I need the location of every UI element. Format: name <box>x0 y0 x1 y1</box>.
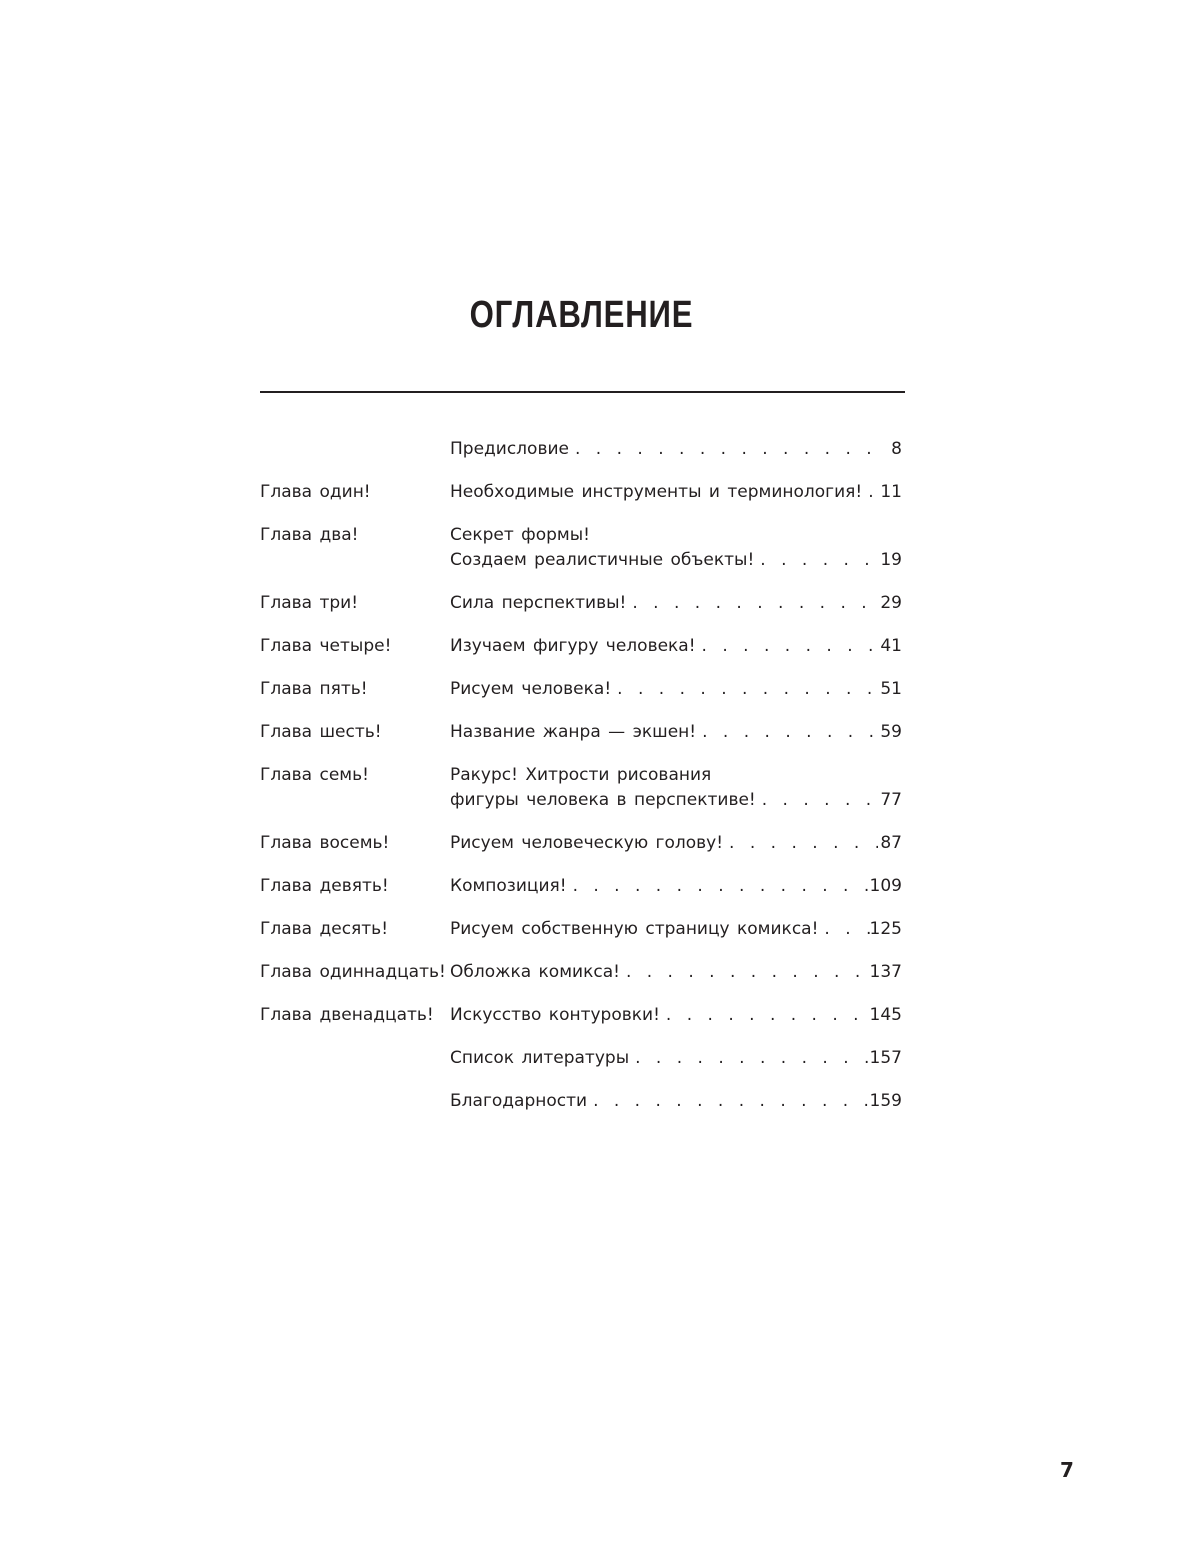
toc-title: фигуры человека в перспективе! <box>450 790 756 810</box>
title-divider <box>260 391 905 393</box>
toc-title-row <box>450 437 902 462</box>
toc-page-number: 8 <box>891 439 902 459</box>
dot-leader <box>696 720 878 745</box>
toc-entry-body <box>450 591 902 616</box>
toc-title: Сила перспективы! <box>450 593 627 613</box>
toc-title-row <box>450 480 902 505</box>
toc-entry-body <box>450 1046 902 1071</box>
dot-leader <box>567 874 870 899</box>
toc-entry-body <box>450 1089 902 1114</box>
toc-entry[interactable] <box>260 1046 902 1071</box>
toc-page-number: 59 <box>880 722 902 742</box>
toc-title: Благодарности <box>450 1091 588 1111</box>
toc-chapter-label: Глава один! <box>260 482 371 502</box>
dot-leader <box>660 1003 870 1028</box>
toc-entry[interactable] <box>260 591 902 616</box>
toc-entry[interactable] <box>260 720 902 745</box>
toc-title-row <box>450 788 902 813</box>
toc-page-number: 19 <box>880 550 902 570</box>
toc-entry[interactable] <box>260 917 902 942</box>
dot-leader <box>626 591 878 616</box>
dot-leader <box>696 634 878 659</box>
toc-entry-body <box>450 480 902 505</box>
dot-leader <box>818 917 869 942</box>
toc-entry-body <box>450 874 902 899</box>
toc-chapter-label: Глава шесть! <box>260 722 382 742</box>
toc-page-number: 159 <box>869 1091 902 1111</box>
toc-chapter-label: Глава два! <box>260 525 359 545</box>
dot-leader <box>620 960 870 985</box>
toc-entry[interactable] <box>260 874 902 899</box>
toc-page-number: 11 <box>880 482 902 502</box>
toc-entry[interactable] <box>260 763 902 813</box>
toc-entry-body <box>450 763 902 813</box>
toc-entry-body <box>450 677 902 702</box>
toc-title-row <box>450 720 902 745</box>
page-number: 7 <box>1060 1458 1074 1482</box>
toc-title-line: Ракурс! Хитрости рисования <box>450 765 712 785</box>
toc-title: Искусство контуровки! <box>450 1005 660 1025</box>
toc-chapter-label: Глава одиннадцать! <box>260 962 446 982</box>
toc-chapter-label: Глава четыре! <box>260 636 392 656</box>
toc-title: Композиция! <box>450 876 567 896</box>
toc-page-number: 41 <box>880 636 902 656</box>
toc-title-row <box>450 831 902 856</box>
toc-title-line: Секрет формы! <box>450 525 590 545</box>
toc-title: Изучаем фигуру человека! <box>450 636 696 656</box>
toc-title: Рисуем человеческую голову! <box>450 833 724 853</box>
table-of-contents <box>260 437 902 1132</box>
toc-entry-body <box>450 960 902 985</box>
toc-entry[interactable] <box>260 831 902 856</box>
toc-chapter-label: Глава десять! <box>260 919 389 939</box>
toc-page-number: 77 <box>880 790 902 810</box>
toc-entry[interactable] <box>260 523 902 573</box>
toc-title-row <box>450 677 902 702</box>
page-title: ОГЛАВЛЕНИЕ <box>469 294 694 336</box>
toc-title-row <box>450 591 902 616</box>
dot-leader <box>862 480 878 505</box>
toc-title-row <box>450 1003 902 1028</box>
toc-title: Обложка комикса! <box>450 962 620 982</box>
toc-chapter-label: Глава пять! <box>260 679 368 699</box>
toc-chapter-label: Глава восемь! <box>260 833 390 853</box>
toc-entry[interactable] <box>260 437 902 462</box>
dot-leader <box>569 437 878 462</box>
toc-title: Предисловие <box>450 439 569 459</box>
toc-page-number: 109 <box>869 876 902 896</box>
toc-chapter-label: Глава двенадцать! <box>260 1005 434 1025</box>
toc-title: Название жанра — экшен! <box>450 722 697 742</box>
toc-entry-body <box>450 720 902 745</box>
toc-entry-body <box>450 634 902 659</box>
toc-entry[interactable] <box>260 1003 902 1028</box>
toc-chapter-label: Глава семь! <box>260 765 369 785</box>
dot-leader <box>587 1089 869 1114</box>
toc-title-row <box>450 917 902 942</box>
toc-page-number: 125 <box>869 919 902 939</box>
toc-entry-body <box>450 523 902 573</box>
toc-title-row <box>450 548 902 573</box>
toc-entry[interactable] <box>260 634 902 659</box>
dot-leader <box>756 788 878 813</box>
toc-page-number: 145 <box>869 1005 902 1025</box>
dot-leader <box>611 677 878 702</box>
toc-chapter-label: Глава три! <box>260 593 359 613</box>
toc-title-row <box>450 1046 902 1071</box>
toc-title: Создаем реалистичные объекты! <box>450 550 755 570</box>
dot-leader <box>723 831 878 856</box>
dot-leader <box>629 1046 869 1071</box>
toc-entry-body <box>450 437 902 462</box>
toc-chapter-label: Глава девять! <box>260 876 389 896</box>
toc-title-row <box>450 1089 902 1114</box>
toc-page-number: 137 <box>869 962 902 982</box>
toc-entry[interactable] <box>260 960 902 985</box>
toc-page-number: 29 <box>880 593 902 613</box>
toc-page-number: 87 <box>880 833 902 853</box>
toc-entry-body <box>450 831 902 856</box>
toc-title: Необходимые инструменты и терминология! <box>450 482 863 502</box>
toc-entry-body <box>450 917 902 942</box>
toc-title-row <box>450 874 902 899</box>
toc-page-number: 51 <box>880 679 902 699</box>
toc-title-row <box>450 960 902 985</box>
toc-title-row <box>450 634 902 659</box>
toc-entry-body <box>450 1003 902 1028</box>
toc-entry[interactable] <box>260 677 902 702</box>
toc-title: Рисуем человека! <box>450 679 612 699</box>
toc-page-number: 157 <box>869 1048 902 1068</box>
dot-leader <box>754 548 878 573</box>
toc-entry[interactable] <box>260 1089 902 1114</box>
toc-title: Список литературы <box>450 1048 630 1068</box>
toc-entry[interactable] <box>260 480 902 505</box>
toc-title: Рисуем собственную страницу комикса! <box>450 919 819 939</box>
